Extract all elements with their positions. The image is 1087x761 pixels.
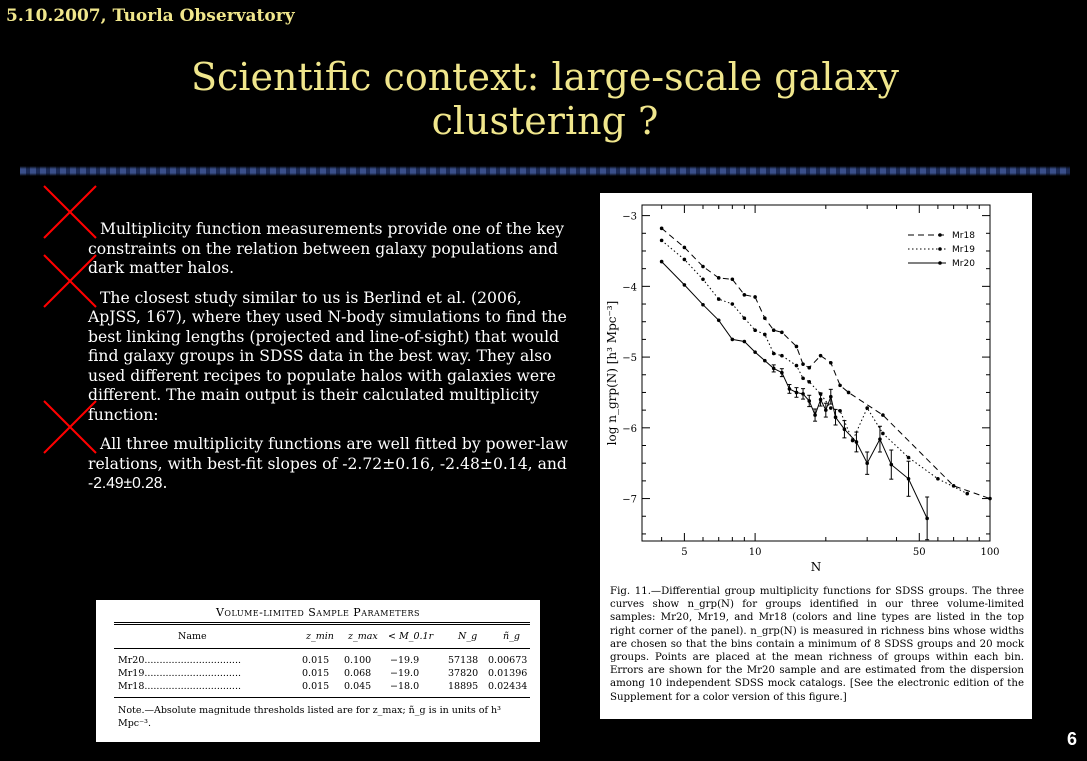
data-point-mr18 [731, 277, 735, 281]
table-rule-mid [114, 648, 530, 649]
multiplicity-chart [600, 193, 1032, 583]
bullet-text-end: . [162, 474, 168, 492]
data-point-mr19 [683, 258, 687, 262]
y-axis-label: log n_grp(N) [h³ Mpc⁻³] [605, 300, 619, 446]
data-point-mr19 [717, 297, 721, 301]
data-point-mr18 [763, 316, 767, 320]
series-line-mr19 [662, 240, 968, 493]
bullet-item [88, 289, 578, 426]
table-cell: 0.068 [344, 668, 372, 679]
title-line-1: Scientific context: large-scale galaxy [190, 55, 899, 99]
table-cell: −19.9 [390, 655, 420, 666]
data-point-mr18 [701, 265, 705, 269]
table-header-row [118, 631, 530, 643]
x-tick-label: 100 [980, 547, 1000, 558]
data-point-mr19 [807, 380, 811, 384]
data-point-mr18 [829, 361, 833, 365]
data-point-mr19 [763, 333, 767, 337]
data-point-mr19 [780, 354, 784, 358]
table-rule-top [114, 622, 530, 623]
data-point-mr18 [660, 227, 664, 231]
slide-title [150, 55, 940, 143]
table-cell: 18895 [448, 681, 479, 692]
table-row [118, 668, 530, 680]
bullet-item [88, 435, 578, 494]
data-point-mr18 [743, 293, 747, 297]
data-point-mr18 [988, 497, 992, 501]
data-point-mr18 [819, 354, 823, 358]
data-point-mr19 [907, 456, 911, 460]
data-point-mr18 [717, 276, 721, 280]
title-divider [20, 166, 1070, 176]
table-header-cell: < M_0.1r [388, 631, 434, 642]
series-line-mr18 [662, 228, 990, 498]
data-point-mr19 [865, 406, 869, 410]
table-row [118, 655, 530, 667]
y-tick-label: −7 [622, 494, 637, 506]
data-point-mr19 [829, 406, 833, 410]
legend-marker [938, 247, 942, 251]
data-point-mr19 [795, 364, 799, 368]
page-number: 6 [1066, 729, 1077, 749]
data-point-mr19 [660, 239, 664, 243]
data-point-mr18 [847, 391, 851, 395]
table-cell: 0.015 [302, 668, 330, 679]
table-cell: 0.015 [302, 681, 330, 692]
x-axis-label: N [810, 560, 822, 574]
title-line-2: clustering ? [431, 99, 659, 143]
table-cell: −18.0 [390, 681, 420, 692]
bullet-text: Multiplicity function measurements provide one of the key constraints on the relation between galaxy populations and dark matter halos. [88, 220, 565, 277]
data-point-mr20 [753, 350, 757, 354]
x-tick-label: 5 [681, 547, 688, 558]
data-point-mr20 [731, 338, 735, 342]
data-point-mr18 [801, 362, 805, 366]
red-cross-icon [42, 399, 98, 455]
data-point-mr19 [936, 477, 940, 481]
table-cell: Mr18................................ [118, 681, 241, 692]
data-point-mr18 [795, 345, 799, 349]
x-tick-label: 50 [912, 547, 926, 558]
table-rule-top-2 [114, 624, 530, 625]
data-point-mr19 [743, 316, 747, 320]
table-header-cell: N_g [458, 631, 478, 642]
sample-parameters-table [96, 600, 540, 742]
bullet-item [88, 220, 578, 279]
data-point-mr18 [753, 295, 757, 299]
data-point-mr19 [701, 277, 705, 281]
table-cell: 57138 [448, 655, 479, 666]
data-point-mr18 [807, 366, 811, 370]
bullet-slope-value: -2.49±0.28 [88, 475, 163, 492]
series-line-mr20 [662, 262, 928, 519]
table-caption: Volume-limited Sample Parameters [215, 606, 420, 619]
table-header-cell: z_min [306, 631, 334, 642]
data-point-mr19 [801, 377, 805, 381]
slide-header: 5.10.2007, Tuorla Observatory [6, 6, 295, 26]
data-point-mr18 [772, 328, 776, 332]
legend-label: Mr18 [952, 231, 975, 241]
plot-frame [642, 205, 990, 541]
bullet-text [88, 435, 578, 494]
data-point-mr18 [683, 246, 687, 250]
data-point-mr20 [743, 340, 747, 344]
bullet-text-main: All three multiplicity functions are well fitted by power-law relations, with best-fit slopes of -2.72±0.16, -2.48±0.14, and [88, 435, 568, 473]
data-point-mr19 [881, 432, 885, 436]
data-point-mr19 [965, 492, 969, 496]
y-tick-label: −5 [622, 353, 637, 365]
data-point-mr20 [763, 359, 767, 363]
bullet-text: The closest study similar to us is Berlind et al. (2006, ApJSS, 167), where they used N-body simulations to find the best linking lengths (projected and line-of-sight) that would find galaxy groups in SDSS data in the best way. They also used different recipes to populate halos with galaxies were different. The main output is their calculated multiplicity function: [88, 288, 567, 424]
legend-marker [938, 233, 942, 237]
table-cell: Mr20................................ [118, 655, 241, 666]
table-cell: 37820 [448, 668, 479, 679]
data-point-mr20 [701, 303, 705, 307]
data-point-mr19 [731, 302, 735, 306]
legend-label: Mr19 [952, 245, 975, 255]
data-point-mr18 [838, 384, 842, 388]
legend-marker [938, 261, 942, 265]
legend-label: Mr20 [952, 259, 975, 269]
table-rule-bottom [114, 697, 530, 698]
table-cell: 0.015 [302, 655, 330, 666]
data-point-mr19 [772, 352, 776, 356]
table-row [118, 681, 530, 693]
data-point-mr20 [717, 319, 721, 323]
red-cross-icon [42, 253, 98, 309]
y-tick-label: −4 [622, 282, 637, 294]
red-cross-icon [42, 184, 98, 240]
multiplicity-figure [600, 193, 1032, 719]
data-point-mr19 [838, 409, 842, 413]
y-tick-label: −3 [622, 211, 637, 223]
data-point-mr18 [780, 331, 784, 335]
y-tick-label: −6 [622, 423, 637, 435]
data-point-mr18 [881, 413, 885, 417]
table-cell: Mr19................................ [118, 668, 241, 679]
table-header-cell: ñ_g [503, 631, 520, 642]
x-tick-label: 10 [748, 547, 762, 558]
table-cell: 0.01396 [488, 668, 528, 679]
table-note: Note.—Absolute magnitude thresholds listed are for z_max; ñ_g is in units of h³ Mpc⁻³. [118, 705, 501, 729]
table-cell: 0.100 [344, 655, 372, 666]
figure-caption: Fig. 11.—Differential group multiplicity functions for SDSS groups. The three curves show n_grp(N) for groups identified in our three volume-limited samples: Mr20, Mr19, and Mr18 (colors and line types are listed in the top right corner of the panel). n_grp(N) is measured in richness bins whose widths are chosen so that the bins contain a minimum of 8 SDSS groups and 20 mock groups. Points are placed at the mean richness of groups within each bin. Errors are shown for the Mr20 sample and are estimated from the dispersion among 10 independent SDSS mock catalogs. [See the electronic edition of the Supplement for a color version of this figure.] [610, 586, 1024, 703]
table-cell: 0.045 [344, 681, 372, 692]
table-header-cell: Name [178, 631, 207, 642]
bullet-list [88, 220, 578, 504]
table-cell: 0.00673 [488, 655, 528, 666]
table-header-cell: z_max [348, 631, 378, 642]
data-point-mr19 [753, 328, 757, 332]
table-cell: 0.02434 [488, 681, 528, 692]
table-cell: −19.0 [390, 668, 420, 679]
data-point-mr20 [660, 260, 664, 264]
data-point-mr20 [683, 283, 687, 287]
